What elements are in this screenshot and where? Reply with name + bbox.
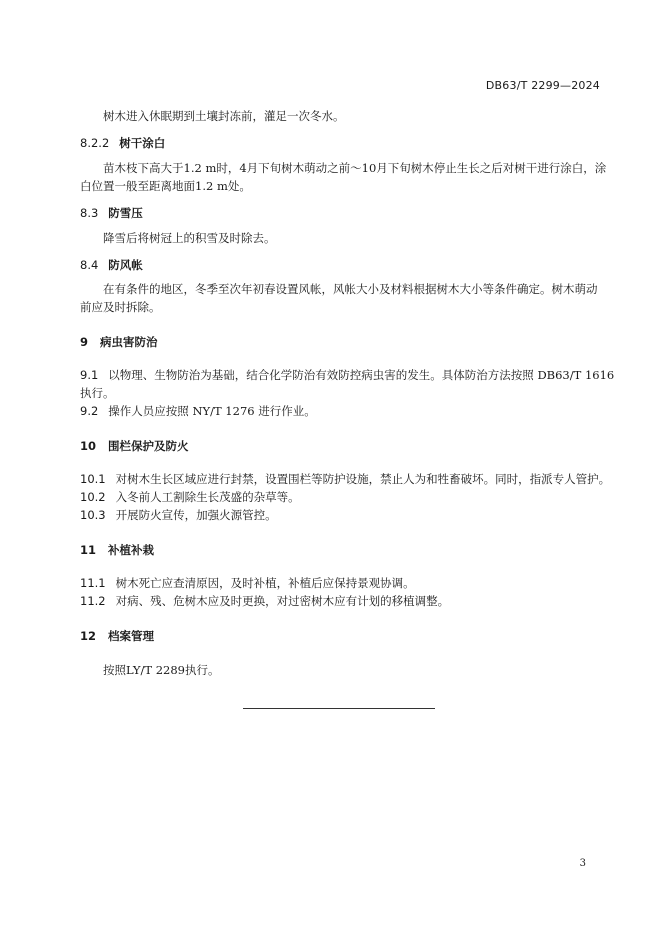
clause-text: 操作人员应按照 NY/T 1276 进行作业。 — [108, 404, 316, 418]
clause-number: 10.3 — [80, 508, 106, 522]
heading-title: 防风帐 — [108, 258, 143, 272]
heading-number: 8.3 — [80, 206, 99, 220]
clause-text: 对病、残、危树木应及时更换，对过密树木应有计划的移植调整。 — [115, 594, 450, 608]
clause-10-2 — [80, 488, 600, 506]
paragraph-8-4 — [80, 280, 600, 316]
clause-10-1 — [80, 470, 611, 488]
heading-number: 12 — [80, 629, 97, 643]
heading-title: 档案管理 — [108, 629, 155, 643]
standard-code: DB63/T 2299—2024 — [485, 79, 600, 92]
clause-9-1 — [80, 366, 615, 402]
heading-title: 围栏保护及防火 — [108, 439, 189, 453]
heading-number: 11 — [80, 543, 97, 557]
heading-number: 8.4 — [80, 258, 99, 272]
heading-title: 树干涂白 — [119, 136, 166, 150]
clause-9-2 — [80, 402, 600, 420]
clause-number: 11.2 — [80, 594, 106, 608]
paragraph-12: 按照LY/T 2289执行。 — [103, 663, 220, 677]
paragraph-8-3: 降雪后将树冠上的积雪及时除去。 — [103, 231, 276, 245]
heading-10 — [80, 437, 189, 455]
heading-11 — [80, 541, 154, 559]
heading-title: 防雪压 — [108, 206, 143, 220]
clause-number: 10.2 — [80, 490, 106, 504]
clause-number: 9.1 — [80, 368, 99, 382]
clause-10-3 — [80, 506, 600, 524]
paragraph-line: 在有条件的地区，冬季至次年初春设置风帐，风帐大小及材料根据树木大小等条件确定。树木萌动 — [103, 282, 598, 296]
clause-text: 以物理、生物防治为基础，结合化学防治有效防控病虫害的发生。具体防治方法按照 DB63/T 1616 — [108, 368, 615, 382]
paragraph-line: 前应及时拆除。 — [80, 300, 161, 314]
heading-title: 补植补栽 — [108, 543, 155, 557]
clause-number: 10.1 — [80, 472, 106, 486]
clause-11-2 — [80, 592, 600, 610]
clause-number: 11.1 — [80, 576, 106, 590]
paragraph-line: 苗木枝下高大于1.2 m时，4月下旬树木萌动之前～10月下旬树木停止生长之后对树干进行涂白，涂 — [103, 161, 607, 175]
heading-number: 9 — [80, 335, 89, 349]
heading-title: 病虫害防治 — [100, 335, 158, 349]
heading-number: 10 — [80, 439, 97, 453]
heading-12 — [80, 627, 154, 645]
heading-9 — [80, 333, 158, 351]
heading-8-3 — [80, 204, 143, 222]
paragraph-line: 白位置一般至距离地面1.2 m处。 — [80, 179, 251, 193]
end-rule — [243, 708, 435, 709]
clause-number: 9.2 — [80, 404, 99, 418]
clause-line: 执行。 — [80, 386, 115, 400]
clause-text: 对树木生长区域应进行封禁，设置围栏等防护设施，禁止人为和牲畜破坏。同时，指派专人管护。 — [115, 472, 611, 486]
heading-8-4 — [80, 256, 143, 274]
clause-text: 入冬前人工割除生长茂盛的杂草等。 — [115, 490, 300, 504]
clause-11-1 — [80, 574, 600, 592]
clause-line — [80, 366, 615, 384]
heading-8-2-2 — [80, 134, 165, 152]
heading-number: 8.2.2 — [80, 136, 110, 150]
paragraph-8-2-2 — [80, 159, 607, 195]
page-number: 3 — [579, 858, 586, 869]
clause-text: 开展防火宣传，加强火源管控。 — [115, 508, 277, 522]
clause-text: 树木死亡应查清原因，及时补植，补植后应保持景观协调。 — [115, 576, 415, 590]
paragraph-winter-water: 树木进入休眠期到土壤封冻前，灌足一次冬水。 — [103, 109, 345, 123]
